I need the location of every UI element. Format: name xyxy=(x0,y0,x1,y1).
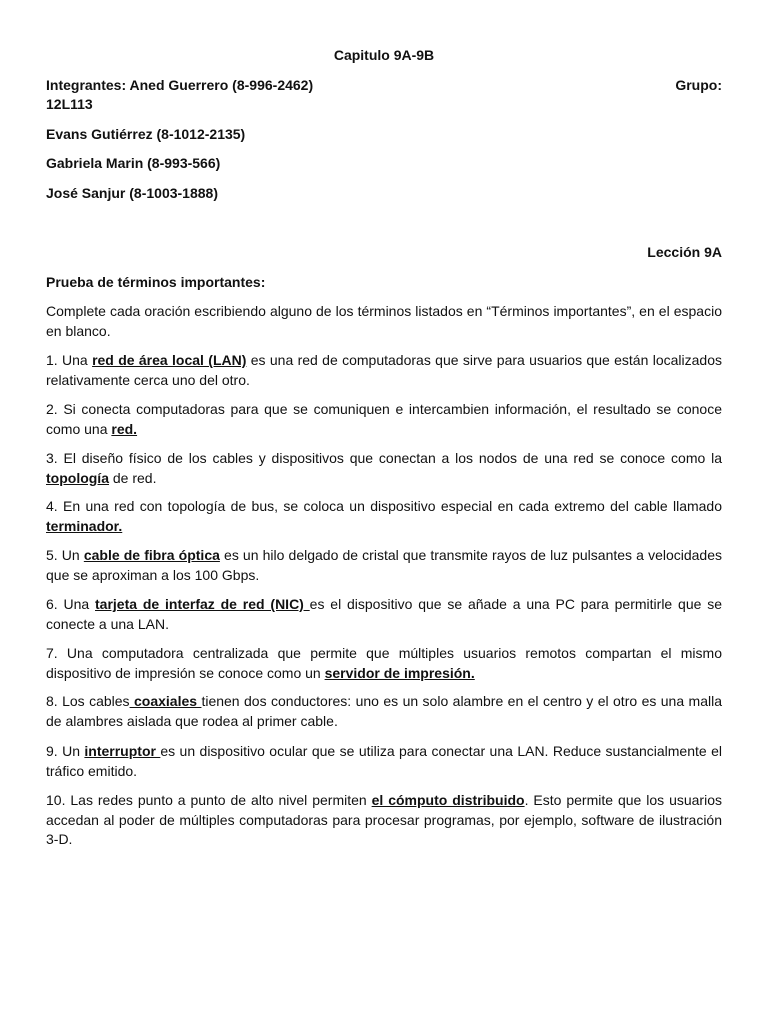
question-text: . Esto permite que los usuarios accedan al poder de múltiples computadoras para procesar programas, por ejemplo, software de ilustración 3-D. xyxy=(46,792,722,847)
question-text: 5. Un xyxy=(46,547,84,563)
answer-term: tarjeta de interfaz de red (NIC) xyxy=(95,596,310,612)
question-item xyxy=(46,546,722,585)
member-name: José Sanjur (8-1003-1888) xyxy=(46,185,218,201)
members-label: Integrantes: Aned Guerrero (8-996-2462) xyxy=(46,77,314,93)
lesson-label: Lección 9A xyxy=(647,244,722,260)
answer-term: red. xyxy=(111,420,138,437)
question-text: 4. En una red con topología de bus, se coloca un dispositivo especial en cada extremo del cable llamado xyxy=(46,498,722,514)
question-text: 2. Si conecta computadoras para que se comuniquen e intercambien información, el resultado se conoce como una xyxy=(46,401,722,437)
question-text: 9. Un xyxy=(46,743,85,759)
instructions-paragraph: Complete cada oración escribiendo alguno de los términos listados en “Términos importantes”, en el espacio en blanco. xyxy=(46,303,722,339)
question-text: es una red de computadoras que sirve para usuarios que están localizados relativamente cerca uno del otro. xyxy=(46,352,722,388)
question-item xyxy=(46,595,722,634)
answer-term: cable de fibra óptica xyxy=(83,547,220,563)
question-text: es un hilo delgado de cristal que transmite rayos de luz pulsantes a velocidades que se aproximan a los 100 Gbps. xyxy=(46,547,723,583)
question-text: 3. El diseño físico de los cables y dispositivos que conectan a los nodos de una red se conoce como la xyxy=(46,450,722,466)
question-item xyxy=(46,497,722,536)
document-title: Capitulo 9A-9B xyxy=(333,47,435,63)
question-text: es un dispositivo ocular que se utiliza para conectar una LAN. Reduce sustancialmente el tráfico emitido. xyxy=(46,743,722,779)
question-item xyxy=(46,400,722,439)
question-item xyxy=(46,351,722,390)
question-item xyxy=(46,791,722,850)
question-text: tienen dos conductores: uno es un solo alambre en el centro y el otro es una malla de alambres aislada que rodea al primer cable. xyxy=(46,693,723,729)
answer-term: red de área local (LAN) xyxy=(92,352,247,368)
question-text: de red. xyxy=(109,469,157,486)
question-item xyxy=(46,692,722,731)
group-value: 12L113 xyxy=(46,96,93,112)
group-label: Grupo: xyxy=(675,77,722,93)
member-name: Evans Gutiérrez (8-1012-2135) xyxy=(46,126,246,142)
question-item xyxy=(46,449,722,488)
answer-term: interruptor xyxy=(84,743,161,759)
question-text: es el dispositivo que se añade a una PC para permitirle que se conecte a una LAN. xyxy=(46,596,723,632)
question-text: 6. Una xyxy=(46,596,96,612)
question-text: 8. Los cables xyxy=(46,693,130,709)
question-text: 10. Las redes punto a punto de alto nivel permiten xyxy=(46,792,372,808)
section-title: Prueba de términos importantes: xyxy=(46,274,266,290)
question-item xyxy=(46,742,722,781)
question-item xyxy=(46,644,722,683)
answer-term: topología xyxy=(46,469,109,486)
question-text: 7. Una computadora centralizada que permite que múltiples usuarios remotos compartan el mismo dispositivo de impresión se conoce como un xyxy=(46,645,722,681)
question-text: 1. Una xyxy=(46,352,93,368)
answer-term: terminador. xyxy=(46,517,123,534)
member-name: Gabriela Marin (8-993-566) xyxy=(46,155,221,171)
answer-term: servidor de impresión. xyxy=(324,664,475,681)
answer-term: coaxiales xyxy=(129,693,202,709)
answer-term: el cómputo distribuido xyxy=(371,792,525,808)
